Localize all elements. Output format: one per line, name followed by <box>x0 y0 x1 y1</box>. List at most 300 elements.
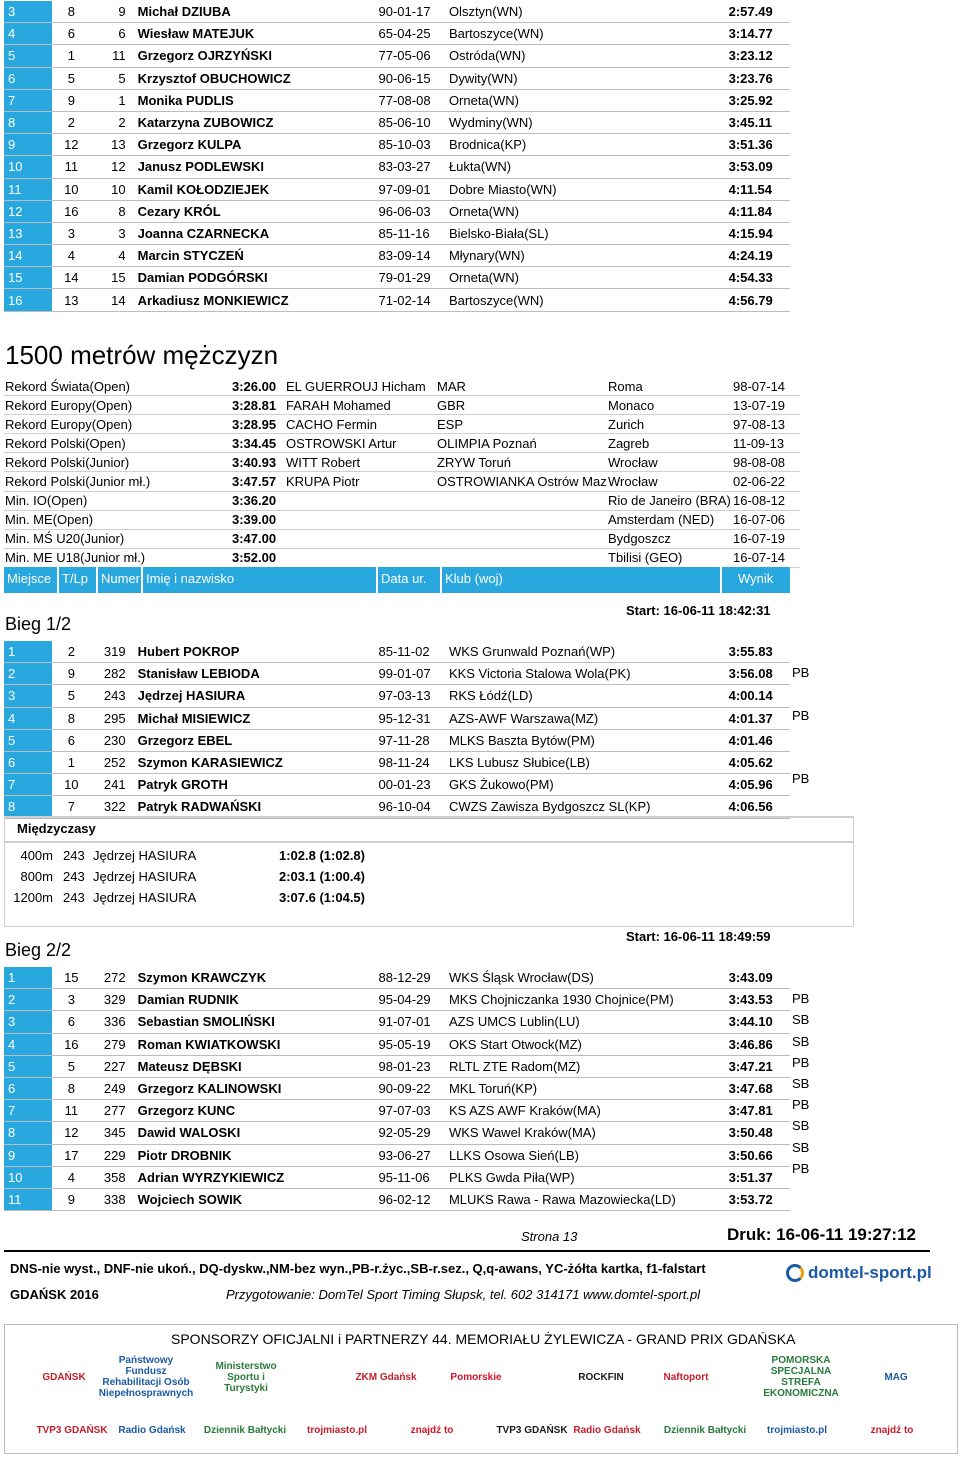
table-row <box>4 45 790 67</box>
lane: 10 <box>52 178 87 200</box>
place: 14 <box>4 245 52 267</box>
split-distance: 800m <box>20 869 53 884</box>
record-holder: EL GUERROUJ Hicham <box>285 377 436 396</box>
birth-date: 83-09-14 <box>375 245 445 267</box>
result: 3:23.76 <box>725 67 790 89</box>
athlete-name: Hubert POKROP <box>134 641 375 663</box>
club: OKS Start Otwock(MZ) <box>445 1033 725 1055</box>
record-holder <box>285 510 436 529</box>
club: Orneta(WN) <box>445 200 725 222</box>
birth-date: 65-04-25 <box>375 23 445 45</box>
table-row <box>4 1055 790 1077</box>
table-row <box>4 67 790 89</box>
record-row <box>4 453 800 472</box>
lane: 6 <box>52 729 87 751</box>
lane: 16 <box>52 200 87 222</box>
number: 272 <box>87 967 134 989</box>
birth-date: 97-03-13 <box>375 685 445 707</box>
result: 4:56.79 <box>725 289 790 311</box>
sponsor-logo: TVP3 GDAŃSK <box>496 1424 568 1436</box>
place: 1 <box>4 967 52 989</box>
club: Ostróda(WN) <box>445 45 725 67</box>
place: 2 <box>4 663 52 685</box>
athlete-name: Marcin STYCZEŃ <box>134 245 375 267</box>
club: Orneta(WN) <box>445 267 725 289</box>
record-badge: PB <box>792 665 810 681</box>
birth-date: 85-11-16 <box>375 222 445 244</box>
result: 3:51.37 <box>725 1166 790 1188</box>
club: LKS Lubusz Słubice(LB) <box>445 751 725 773</box>
athlete-name: Piotr DROBNIK <box>134 1144 375 1166</box>
club: GKS Żukowo(PM) <box>445 774 725 796</box>
record-badge: PB <box>792 707 810 723</box>
record-holder <box>285 491 436 510</box>
birth-date: 90-06-15 <box>375 67 445 89</box>
birth-date: 95-12-31 <box>375 707 445 729</box>
previous-results-table <box>4 1 790 312</box>
lane: 3 <box>52 222 87 244</box>
birth-date: 88-12-29 <box>375 967 445 989</box>
record-result: 3:40.93 <box>231 453 285 472</box>
record-date: 16-07-14 <box>732 548 800 567</box>
record-badge: SB <box>792 1033 810 1049</box>
number: 12 <box>87 156 134 178</box>
athlete-name: Grzegorz KULPA <box>134 134 375 156</box>
record-venue: Wrocław <box>607 472 732 491</box>
club: WKS Śląsk Wrocław(DS) <box>445 967 725 989</box>
record-type: Rekord Europy(Open) <box>4 415 231 434</box>
club: MKS Chojniczanka 1930 Chojnice(PM) <box>445 989 725 1011</box>
page-number: Strona 13 <box>521 1229 578 1244</box>
table-row <box>4 111 790 133</box>
record-venue: Zagreb <box>607 434 732 453</box>
header-result: Wynik <box>738 571 774 586</box>
athlete-name: Adrian WYRZYKIEWICZ <box>134 1166 375 1188</box>
place: 9 <box>4 1144 52 1166</box>
table-row <box>4 178 790 200</box>
record-country: ZRYW Toruń <box>436 453 607 472</box>
sponsor-logo: ZKM Gdańsk <box>355 1371 417 1383</box>
result: 3:47.21 <box>725 1055 790 1077</box>
record-holder: CACHO Fermin <box>285 415 436 434</box>
lane: 12 <box>52 134 87 156</box>
table-row <box>4 663 790 685</box>
athlete-name: Roman KWIATKOWSKI <box>134 1033 375 1055</box>
birth-date: 83-03-27 <box>375 156 445 178</box>
birth-date: 71-02-14 <box>375 289 445 311</box>
heat1-start: Start: 16-06-11 18:42:31 <box>626 603 771 618</box>
number: 322 <box>87 796 134 818</box>
result: 3:44.10 <box>725 1011 790 1033</box>
record-venue: Wrocław <box>607 453 732 472</box>
athlete-name: Krzysztof OBUCHOWICZ <box>134 67 375 89</box>
number: 11 <box>87 45 134 67</box>
birth-date: 77-05-06 <box>375 45 445 67</box>
record-result: 3:36.20 <box>231 491 285 510</box>
record-row <box>4 377 800 396</box>
athlete-name: Monika PUDLIS <box>134 89 375 111</box>
lane: 4 <box>52 245 87 267</box>
birth-date: 90-01-17 <box>375 1 445 23</box>
split-distance: 1200m <box>13 890 53 905</box>
record-result: 3:28.81 <box>231 396 285 415</box>
number: 14 <box>87 289 134 311</box>
table-row <box>4 1100 790 1122</box>
record-country: MAR <box>436 377 607 396</box>
split-number: 243 <box>63 848 85 863</box>
table-row <box>4 685 790 707</box>
table-row <box>4 156 790 178</box>
result: 3:53.09 <box>725 156 790 178</box>
sponsors-box <box>4 1324 958 1454</box>
record-result: 3:26.00 <box>231 377 285 396</box>
club: WKS Wawel Kraków(MA) <box>445 1122 725 1144</box>
sponsor-logo: Dziennik Bałtycki <box>203 1424 287 1436</box>
place: 6 <box>4 751 52 773</box>
record-row <box>4 472 800 491</box>
lane: 5 <box>52 1055 87 1077</box>
lane: 1 <box>52 45 87 67</box>
result: 4:05.62 <box>725 751 790 773</box>
place: 1 <box>4 641 52 663</box>
club: AZS UMCS Lublin(LU) <box>445 1011 725 1033</box>
number: 229 <box>87 1144 134 1166</box>
table-row <box>4 289 790 311</box>
sponsor-logo: Pomorskie <box>450 1371 502 1383</box>
record-result: 3:39.00 <box>231 510 285 529</box>
record-type: Rekord Polski(Junior mł.) <box>4 472 231 491</box>
split-time: 1:02.8 (1:02.8) <box>279 848 365 863</box>
number: 3 <box>87 222 134 244</box>
lane: 4 <box>52 1166 87 1188</box>
number: 5 <box>87 67 134 89</box>
club: Bartoszyce(WN) <box>445 289 725 311</box>
lane: 1 <box>52 751 87 773</box>
number: 8 <box>87 200 134 222</box>
record-venue: Amsterdam (NED) <box>607 510 732 529</box>
table-row <box>4 222 790 244</box>
number: 249 <box>87 1077 134 1099</box>
result: 3:45.11 <box>725 111 790 133</box>
split-name: Jędrzej HASIURA <box>93 869 197 884</box>
place: 7 <box>4 1100 52 1122</box>
athlete-name: Stanisław LEBIODA <box>134 663 375 685</box>
athlete-name: Szymon KRAWCZYK <box>134 967 375 989</box>
table-row <box>4 641 790 663</box>
number: 9 <box>87 1 134 23</box>
lane: 12 <box>52 1122 87 1144</box>
birth-date: 97-09-01 <box>375 178 445 200</box>
club: Olsztyn(WN) <box>445 1 725 23</box>
birth-date: 95-04-29 <box>375 989 445 1011</box>
athlete-name: Grzegorz KUNC <box>134 1100 375 1122</box>
club: MLUKS Rawa - Rawa Mazowiecka(LD) <box>445 1188 725 1210</box>
table-row <box>4 967 790 989</box>
birth-date: 96-06-03 <box>375 200 445 222</box>
club: Młynary(WN) <box>445 245 725 267</box>
record-country: OSTROWIANKA Ostrów Maz <box>436 472 607 491</box>
split-number: 243 <box>63 890 85 905</box>
record-venue: Rio de Janeiro (BRA) <box>607 491 732 510</box>
birth-date: 77-08-08 <box>375 89 445 111</box>
lane: 7 <box>52 796 87 818</box>
athlete-name: Dawid WALOSKI <box>134 1122 375 1144</box>
athlete-name: Damian RUDNIK <box>134 989 375 1011</box>
record-country: OLIMPIA Poznań <box>436 434 607 453</box>
number: 13 <box>87 134 134 156</box>
lane: 15 <box>52 967 87 989</box>
birth-date: 85-06-10 <box>375 111 445 133</box>
place: 4 <box>4 23 52 45</box>
table-row <box>4 1166 790 1188</box>
number: 230 <box>87 729 134 751</box>
result: 3:43.09 <box>725 967 790 989</box>
athlete-name: Michał DZIUBA <box>134 1 375 23</box>
place: 7 <box>4 774 52 796</box>
place: 9 <box>4 134 52 156</box>
result: 4:05.96 <box>725 774 790 796</box>
record-type: Min. MŚ U20(Junior) <box>4 529 231 548</box>
record-date: 11-09-13 <box>732 434 800 453</box>
lane: 5 <box>52 685 87 707</box>
sponsor-logo: Dziennik Bałtycki <box>663 1424 747 1436</box>
record-badge: PB <box>792 1160 810 1176</box>
club: LLKS Osowa Sień(LB) <box>445 1144 725 1166</box>
table-row <box>4 1011 790 1033</box>
birth-date: 96-10-04 <box>375 796 445 818</box>
table-row <box>4 1077 790 1099</box>
athlete-name: Grzegorz KALINOWSKI <box>134 1077 375 1099</box>
record-result: 3:47.57 <box>231 472 285 491</box>
club: MLKS Baszta Bytów(PM) <box>445 729 725 751</box>
lane: 10 <box>52 774 87 796</box>
lane: 14 <box>52 267 87 289</box>
header-place: Miejsce <box>4 567 59 593</box>
footer-rule <box>4 1250 930 1252</box>
records-table <box>4 377 800 568</box>
place: 5 <box>4 45 52 67</box>
athlete-name: Grzegorz EBEL <box>134 729 375 751</box>
place: 16 <box>4 289 52 311</box>
number: 241 <box>87 774 134 796</box>
record-holder <box>285 529 436 548</box>
record-date: 16-07-19 <box>732 529 800 548</box>
lane: 16 <box>52 1033 87 1055</box>
split-distance: 400m <box>20 848 53 863</box>
birth-date: 98-11-24 <box>375 751 445 773</box>
table-row <box>4 796 790 818</box>
result: 4:01.37 <box>725 707 790 729</box>
number: 329 <box>87 989 134 1011</box>
record-country <box>436 510 607 529</box>
number: 10 <box>87 178 134 200</box>
record-badge: SB <box>792 1139 810 1155</box>
lane: 9 <box>52 663 87 685</box>
number: 1 <box>87 89 134 111</box>
record-date: 97-08-13 <box>732 415 800 434</box>
table-row <box>4 23 790 45</box>
splits-label: Międzyczasy <box>17 821 96 836</box>
lane: 6 <box>52 23 87 45</box>
record-date: 13-07-19 <box>732 396 800 415</box>
club: Brodnica(KP) <box>445 134 725 156</box>
athlete-name: Damian PODGÓRSKI <box>134 267 375 289</box>
number: 345 <box>87 1122 134 1144</box>
athlete-name: Michał MISIEWICZ <box>134 707 375 729</box>
club: Orneta(WN) <box>445 89 725 111</box>
club: Bartoszyce(WN) <box>445 23 725 45</box>
number: 243 <box>87 685 134 707</box>
record-badge: SB <box>792 1012 810 1028</box>
record-type: Min. IO(Open) <box>4 491 231 510</box>
record-type: Rekord Polski(Open) <box>4 434 231 453</box>
birth-date: 93-06-27 <box>375 1144 445 1166</box>
result: 3:43.53 <box>725 989 790 1011</box>
place: 3 <box>4 685 52 707</box>
sponsor-logo: Naftoport <box>663 1371 709 1383</box>
header-dob: Data ur. <box>378 567 442 593</box>
club: Dywity(WN) <box>445 67 725 89</box>
club: CWZS Zawisza Bydgoszcz SL(KP) <box>445 796 725 818</box>
birth-date: 95-05-19 <box>375 1033 445 1055</box>
header-name: Imię i nazwisko <box>143 567 378 593</box>
table-row <box>4 200 790 222</box>
club: RKS Łódź(LD) <box>445 685 725 707</box>
record-type: Min. ME(Open) <box>4 510 231 529</box>
table-row <box>4 1122 790 1144</box>
table-row <box>4 707 790 729</box>
result: 3:46.86 <box>725 1033 790 1055</box>
record-row <box>4 529 800 548</box>
event-title: 1500 metrów mężczyzn <box>5 340 279 370</box>
sponsor-logo: ROCKFIN <box>578 1371 624 1383</box>
record-date: 16-07-06 <box>732 510 800 529</box>
club: Dobre Miasto(WN) <box>445 178 725 200</box>
athlete-name: Joanna CZARNECKA <box>134 222 375 244</box>
number: 2 <box>87 111 134 133</box>
birth-date: 85-11-02 <box>375 641 445 663</box>
heat1-table <box>4 641 790 819</box>
split-number: 243 <box>63 869 85 884</box>
sponsor-logo: trojmiasto.pl <box>306 1424 367 1436</box>
number: 4 <box>87 245 134 267</box>
place: 8 <box>4 111 52 133</box>
number: 277 <box>87 1100 134 1122</box>
heat2-title: Bieg 2/2 <box>5 940 72 960</box>
place: 4 <box>4 1033 52 1055</box>
sponsor-logo: znajdź to <box>410 1424 454 1436</box>
athlete-name: Mateusz DĘBSKI <box>134 1055 375 1077</box>
record-badge: PB <box>792 991 810 1007</box>
table-row <box>4 245 790 267</box>
record-badge: PB <box>792 1097 810 1113</box>
record-type: Rekord Świata(Open) <box>4 377 231 396</box>
result: 4:00.14 <box>725 685 790 707</box>
table-row <box>4 751 790 773</box>
result: 3:56.08 <box>725 663 790 685</box>
sponsor-logo: znajdź to <box>870 1424 914 1436</box>
place: 2 <box>4 989 52 1011</box>
record-venue: Roma <box>607 377 732 396</box>
result: 2:57.49 <box>725 1 790 23</box>
record-date: 98-08-08 <box>732 453 800 472</box>
print-time: Druk: 16-06-11 19:27:12 <box>727 1225 917 1244</box>
splits-divider <box>5 841 853 843</box>
lane: 6 <box>52 1011 87 1033</box>
place: 10 <box>4 1166 52 1188</box>
sponsor-logo: POMORSKA SPECJALNA STREFA EKONOMICZNA <box>763 1355 839 1399</box>
place: 10 <box>4 156 52 178</box>
athlete-name: Arkadiusz MONKIEWICZ <box>134 289 375 311</box>
number: 338 <box>87 1188 134 1210</box>
athlete-name: Szymon KARASIEWICZ <box>134 751 375 773</box>
birth-date: 79-01-29 <box>375 267 445 289</box>
club: PLKS Gwda Piła(WP) <box>445 1166 725 1188</box>
header-number: Numer <box>98 567 143 593</box>
sponsor-logo: GDAŃSK <box>42 1371 86 1383</box>
sponsor-logo: Radio Gdańsk <box>573 1424 641 1436</box>
place: 6 <box>4 67 52 89</box>
record-holder: KRUPA Piotr <box>285 472 436 491</box>
record-date: 98-07-14 <box>732 377 800 396</box>
lane: 17 <box>52 1144 87 1166</box>
birth-date: 90-09-22 <box>375 1077 445 1099</box>
sponsor-logo: Ministerstwo Sportu i Turystyki <box>215 1360 277 1394</box>
number: 6 <box>87 23 134 45</box>
number: 295 <box>87 707 134 729</box>
record-result: 3:28.95 <box>231 415 285 434</box>
result: 3:47.68 <box>725 1077 790 1099</box>
sponsor-logo: Radio Gdańsk <box>118 1424 186 1436</box>
table-row <box>4 1033 790 1055</box>
result: 4:54.33 <box>725 267 790 289</box>
heat2-start: Start: 16-06-11 18:49:59 <box>626 929 771 944</box>
result: 3:53.72 <box>725 1188 790 1210</box>
record-holder: OSTROWSKI Artur <box>285 434 436 453</box>
table-row <box>4 89 790 111</box>
record-holder: WITT Robert <box>285 453 436 472</box>
place: 8 <box>4 1122 52 1144</box>
sponsors-title: SPONSORZY OFICJALNI i PARTNERZY 44. MEMORIAŁU ŻYLEWICZA - GRAND PRIX GDAŃSKA <box>171 1331 796 1347</box>
prepared-by: Przygotowanie: DomTel Sport Timing Słupsk, tel. 602 314171 www.domtel-sport.pl <box>226 1287 701 1302</box>
birth-date: 97-11-28 <box>375 729 445 751</box>
result: 3:51.36 <box>725 134 790 156</box>
place: 5 <box>4 729 52 751</box>
birth-date: 91-07-01 <box>375 1011 445 1033</box>
birth-date: 92-05-29 <box>375 1122 445 1144</box>
athlete-name: Patryk RADWAŃSKI <box>134 796 375 818</box>
athlete-name: Wiesław MATEJUK <box>134 23 375 45</box>
place: 6 <box>4 1077 52 1099</box>
lane: 9 <box>52 1188 87 1210</box>
place: 3 <box>4 1011 52 1033</box>
place: 4 <box>4 707 52 729</box>
birth-date: 97-07-03 <box>375 1100 445 1122</box>
record-country: ESP <box>436 415 607 434</box>
legend-text: DNS-nie wyst., DNF-nie ukoń., DQ-dyskw.,NM-bez wyn.,PB-r.życ.,SB-r.sez., Q,q-awans, YC-żółta kartka, f1-falstart <box>10 1261 706 1276</box>
split-time: 3:07.6 (1:04.5) <box>279 890 365 905</box>
result: 4:11.54 <box>725 178 790 200</box>
club: KKS Victoria Stalowa Wola(PK) <box>445 663 725 685</box>
club: WKS Grunwald Poznań(WP) <box>445 641 725 663</box>
lane: 3 <box>52 989 87 1011</box>
domtel-logo-text: domtel-sport.pl <box>808 1263 932 1282</box>
table-row <box>4 134 790 156</box>
number: 358 <box>87 1166 134 1188</box>
number: 279 <box>87 1033 134 1055</box>
athlete-name: Wojciech SOWIK <box>134 1188 375 1210</box>
place: 11 <box>4 178 52 200</box>
